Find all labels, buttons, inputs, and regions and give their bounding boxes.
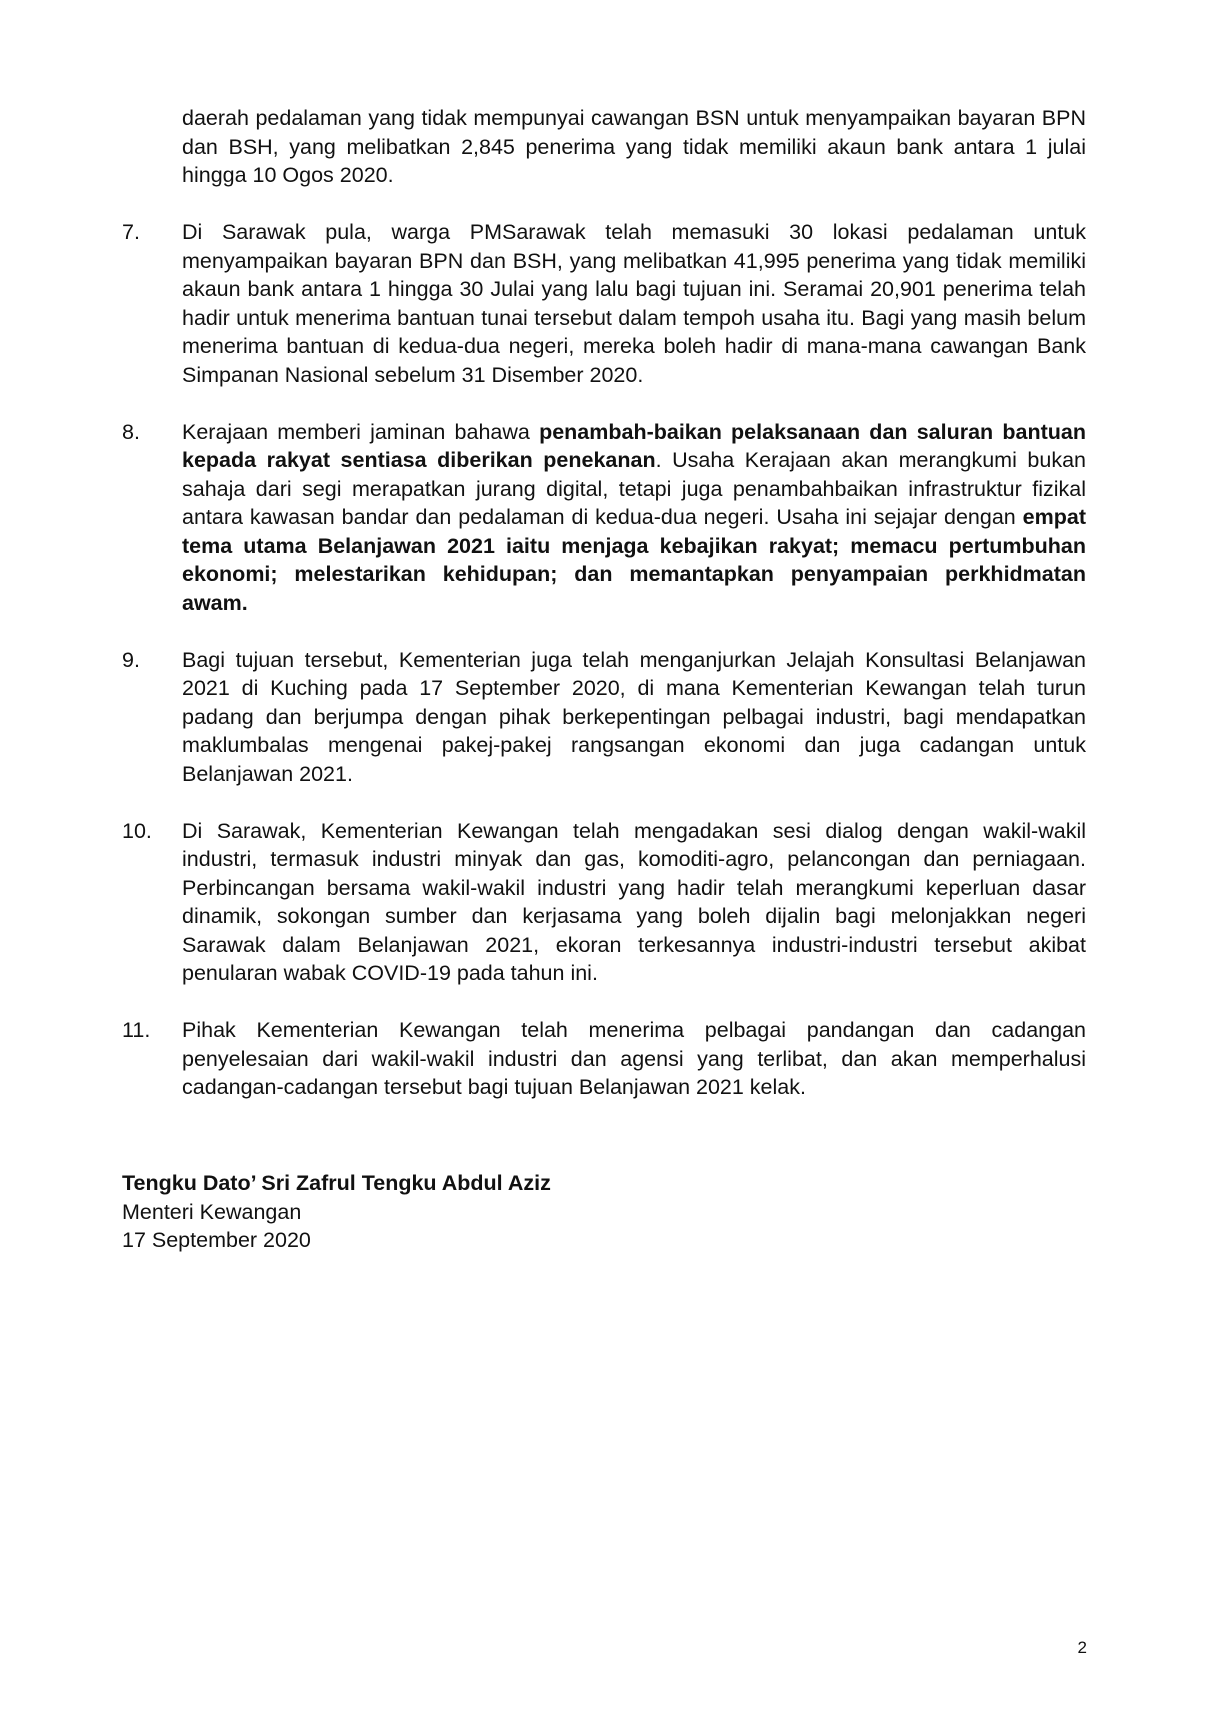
paragraph-number: 7.	[122, 220, 140, 244]
paragraph-7	[122, 218, 1086, 389]
paragraph-text: Pihak Kementerian Kewangan telah menerima pelbagai pandangan dan cadangan penyelesaian dari wakil-wakil industri dan agensi yang terlibat, dan akan memperhalusi cadangan-cadangan tersebut bagi tujuan Belanjawan 2021 kelak.	[182, 1018, 1086, 1099]
paragraph-number: 10.	[122, 818, 152, 843]
bold-text-run: empat tema utama Belanjawan 2021 iaitu menjaga kebajikan rakyat; memacu pertumbuhan ekonomi; melestarikan kehidupan; dan memantapkan penyampaian perkhidmatan awam.	[182, 505, 1086, 615]
paragraph-11	[122, 1016, 1086, 1102]
paragraph-6-continuation: daerah pedalaman yang tidak mempunyai cawangan BSN untuk menyampaikan bayaran BPN dan BSH, yang melibatkan 2,845 penerima yang tidak memiliki akaun bank antara 1 julai hingga 10 Ogos 2020.	[182, 106, 1086, 187]
paragraph-text	[182, 418, 1086, 618]
page-number: 2	[1077, 1638, 1087, 1657]
paragraph-8	[122, 418, 1086, 618]
document-body	[122, 104, 1086, 1102]
bold-text-run: penambah-baikan pelaksanaan dan saluran bantuan kepada rakyat sentiasa diberikan penekanan	[182, 419, 1086, 472]
paragraph-10	[122, 817, 1086, 988]
signature-block	[122, 1169, 551, 1255]
paragraph-number: 8.	[122, 419, 140, 444]
paragraph-text: Di Sarawak pula, warga PMSarawak telah memasuki 30 lokasi pedalaman untuk menyampaikan bayaran BPN dan BSH, yang melibatkan 41,995 penerima yang tidak memiliki akaun bank antara 1 hingga 30 Julai yang lalu bagi tujuan ini. Seramai 20,901 penerima telah hadir untuk menerima bantuan tunai tersebut dalam tempoh usaha itu. Bagi yang masih belum menerima bantuan di kedua-dua negeri, mereka boleh hadir di mana-mana cawangan Bank Simpanan Nasional sebelum 31 Disember 2020.	[182, 220, 1086, 387]
paragraph-text: Di Sarawak, Kementerian Kewangan telah mengadakan sesi dialog dengan wakil-wakil industri, termasuk industri minyak dan gas, komoditi-agro, pelancongan dan perniagaan. Perbincangan bersama wakil-wakil industri yang hadir telah merangkumi keperluan dasar dinamik, sokongan sumber dan kerjasama yang boleh dijalin bagi melonjakkan negeri Sarawak dalam Belanjawan 2021, ekoran terkesannya industri-industri tersebut akibat penularan wabak COVID-19 pada tahun ini.	[182, 818, 1086, 985]
signatory-title: Menteri Kewangan	[122, 1199, 302, 1224]
signatory-name: Tengku Dato’ Sri Zafrul Tengku Abdul Aziz	[122, 1171, 551, 1195]
signature-date: 17 September 2020	[122, 1228, 311, 1252]
paragraph-number: 9.	[122, 647, 140, 672]
text-run: . Usaha Kerajaan akan merangkumi bukan sahaja dari segi merapatkan jurang digital, tetapi juga penambahbaikan infrastruktur fizikal antara kawasan bandar dan pedalaman di kedua-dua negeri. Usaha ini sejajar dengan	[182, 448, 1086, 529]
paragraph-number: 11.	[122, 1018, 151, 1042]
paragraph-9	[122, 646, 1086, 789]
paragraph-text: Bagi tujuan tersebut, Kementerian juga telah menganjurkan Jelajah Konsultasi Belanjawan 2021 di Kuching pada 17 September 2020, di mana Kementerian Kewangan telah turun padang dan berjumpa dengan pihak berkepentingan pelbagai industri, bagi mendapatkan maklumbalas mengenai pakej-pakej rangsangan ekonomi dan juga cadangan untuk Belanjawan 2021.	[182, 647, 1086, 786]
text-run: Kerajaan memberi jaminan bahawa	[182, 419, 540, 444]
